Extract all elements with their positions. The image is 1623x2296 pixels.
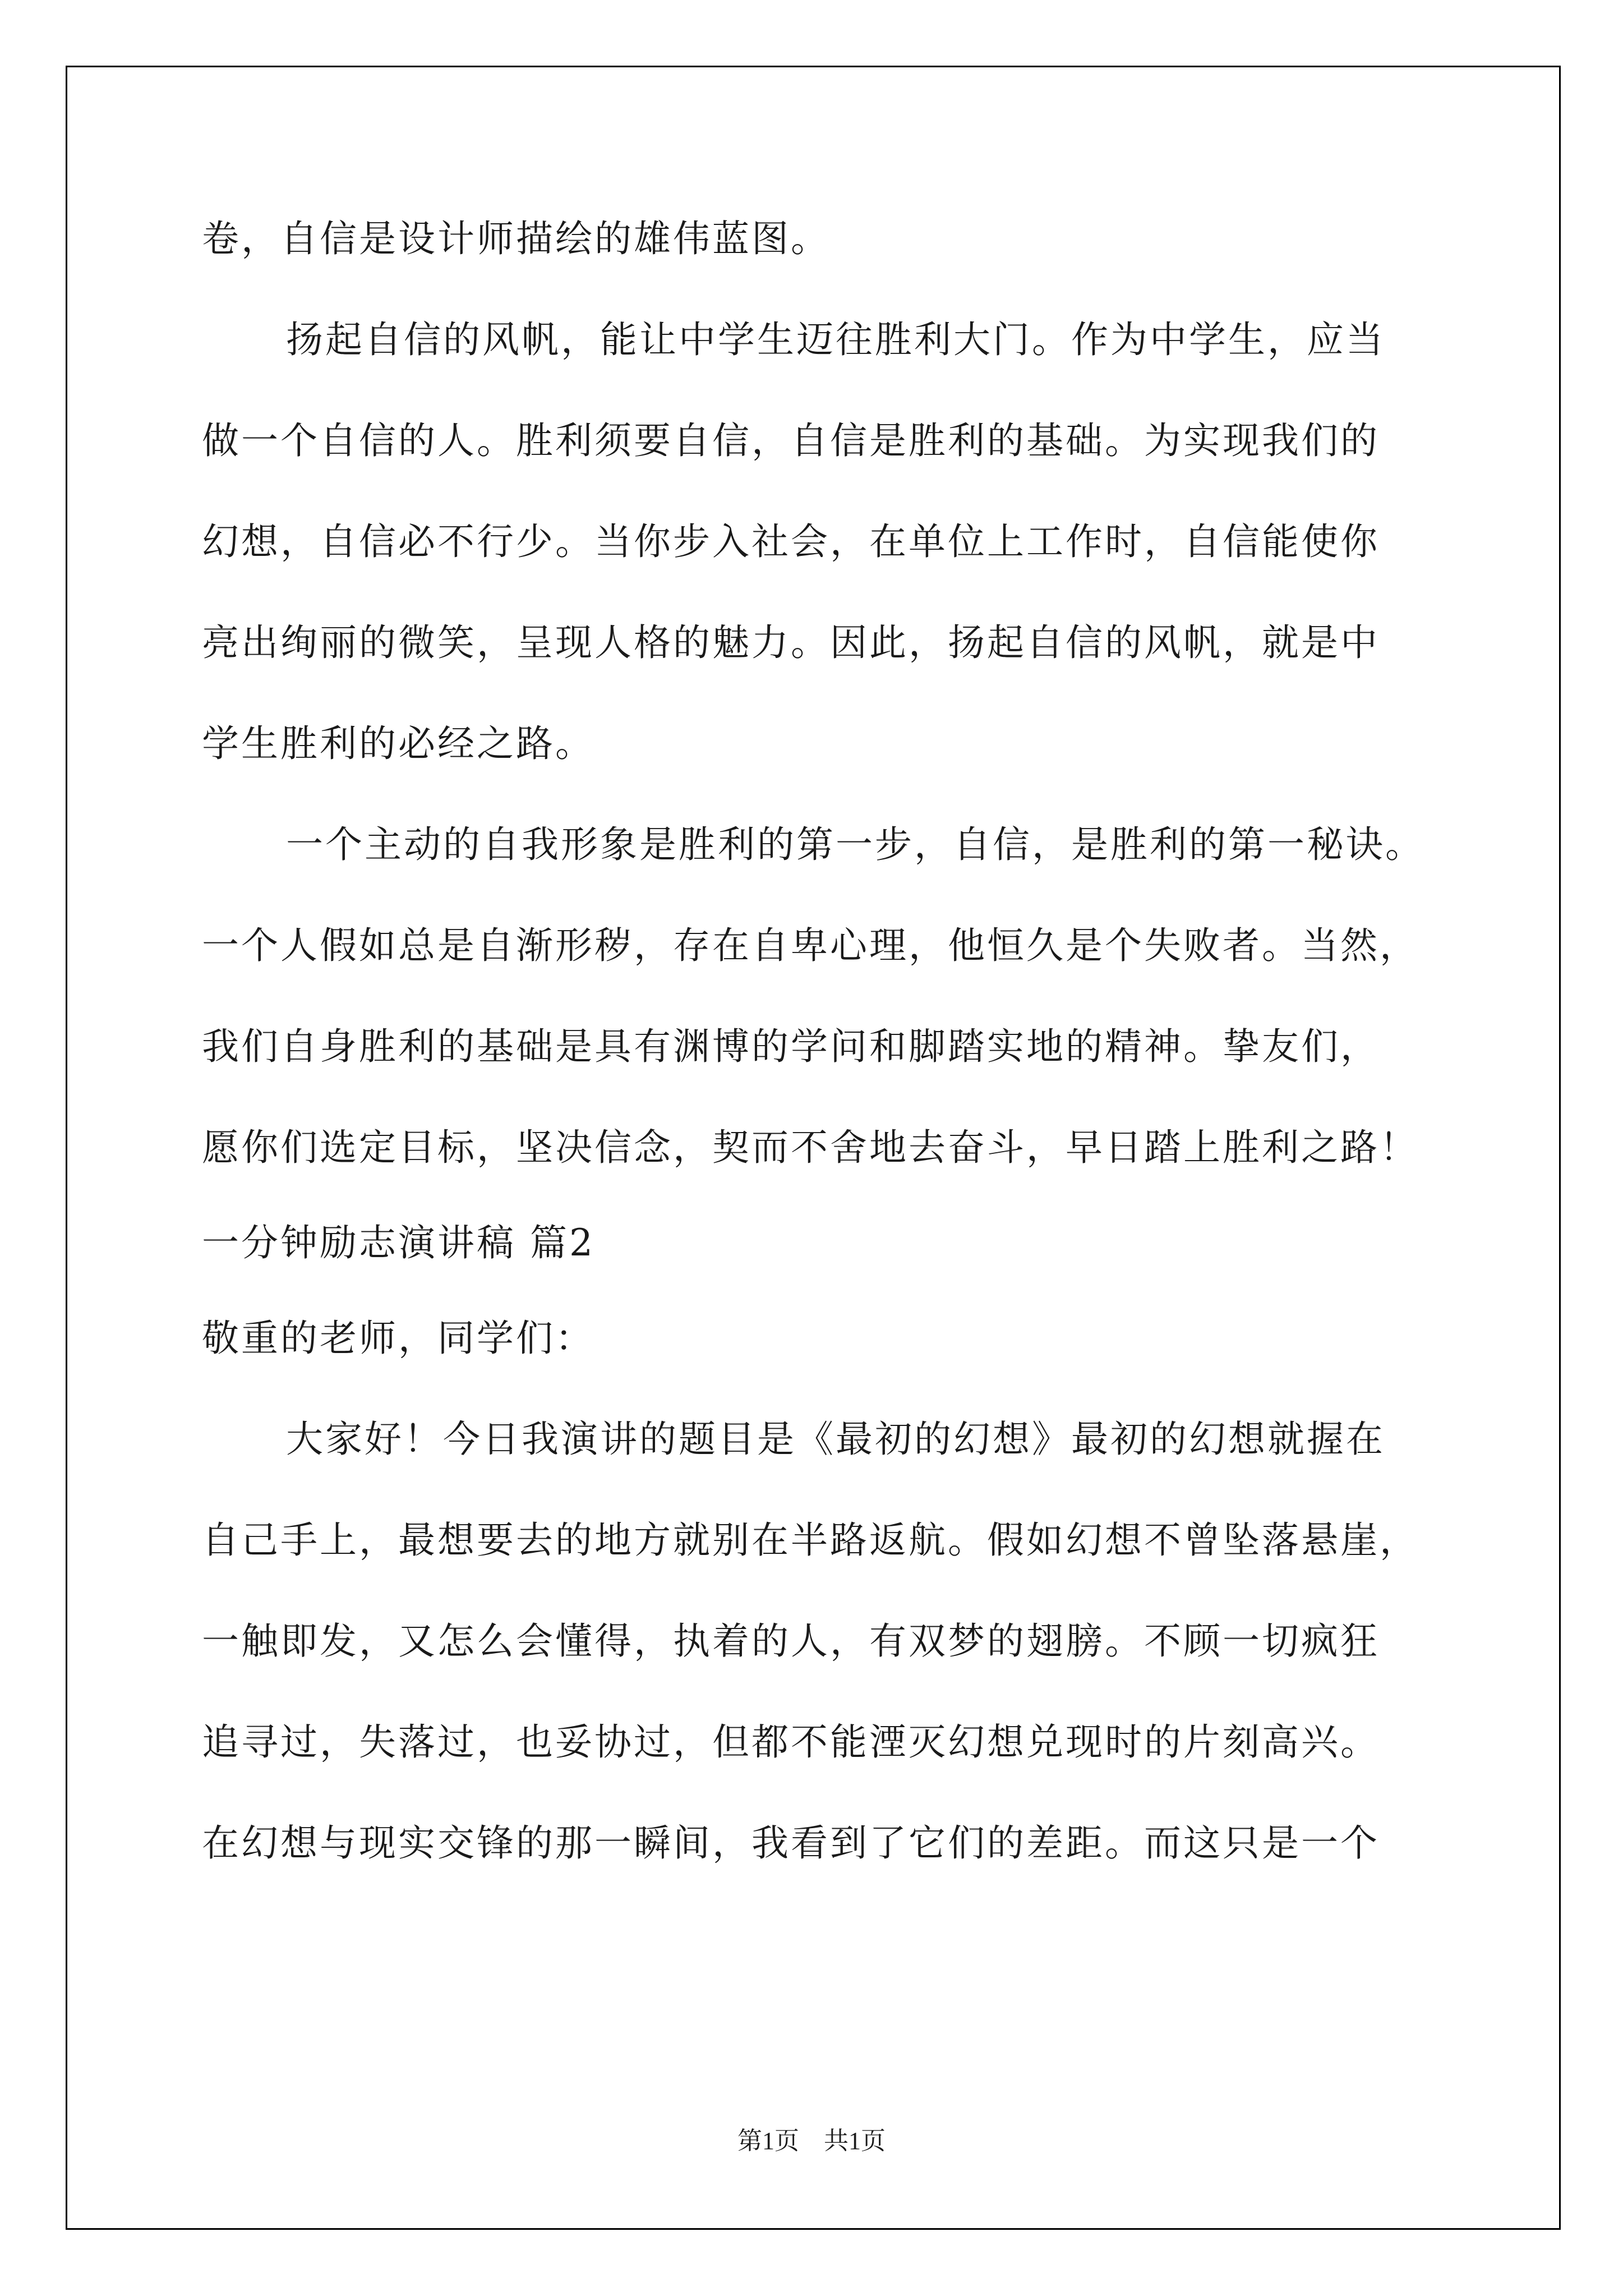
paragraph-line: 大家好！今日我演讲的题目是《最初的幻想》最初的幻想就握在 — [286, 1418, 1385, 1461]
paragraph-line: 我们自身胜利的基础是具有渊博的学问和脚踏实地的精神。挚友们， — [202, 1025, 1380, 1068]
paragraph-line: 卷，自信是设计师描绘的雄伟蓝图。 — [202, 217, 830, 260]
paragraph-line: 在幻想与现实交锋的那一瞬间，我看到了它们的差距。而这只是一个 — [202, 1821, 1380, 1865]
page-footer: 第1页 共1页 — [737, 2127, 886, 2155]
paragraph-line: 做一个自信的人。胜利须要自信，自信是胜利的基础。为实现我们的 — [202, 419, 1380, 462]
paragraph-line: 一触即发，又怎么会懂得，执着的人，有双梦的翅膀。不顾一切疯狂 — [202, 1619, 1380, 1663]
section-heading: 一分钟励志演讲稿 篇2 — [202, 1221, 595, 1264]
paragraph-line: 学生胜利的必经之路。 — [202, 722, 594, 765]
salutation-line: 敬重的老师，同学们： — [202, 1317, 594, 1360]
paragraph-line: 亮出绚丽的微笑，呈现人格的魅力。因此，扬起自信的风帆，就是中 — [202, 621, 1380, 664]
paragraph-line: 追寻过，失落过，也妥协过，但都不能湮灭幻想兑现时的片刻高兴。 — [202, 1720, 1380, 1764]
paragraph-line: 幻想，自信必不行少。当你步入社会，在单位上工作时，自信能使你 — [202, 520, 1380, 563]
paragraph-line: 愿你们选定目标，坚决信念，契而不舍地去奋斗，早日踏上胜利之路！ — [202, 1126, 1419, 1169]
paragraph-line: 扬起自信的风帆，能让中学生迈往胜利大门。作为中学生，应当 — [286, 318, 1385, 361]
paragraph-line: 一个主动的自我形象是胜利的第一步，自信，是胜利的第一秘诀。 — [286, 823, 1424, 866]
paragraph-line: 一个人假如总是自渐形秽，存在自卑心理，他恒久是个失败者。当然， — [202, 924, 1419, 967]
paragraph-line: 自己手上，最想要去的地方就别在半路返航。假如幻想不曾坠落悬崖， — [202, 1519, 1419, 1562]
